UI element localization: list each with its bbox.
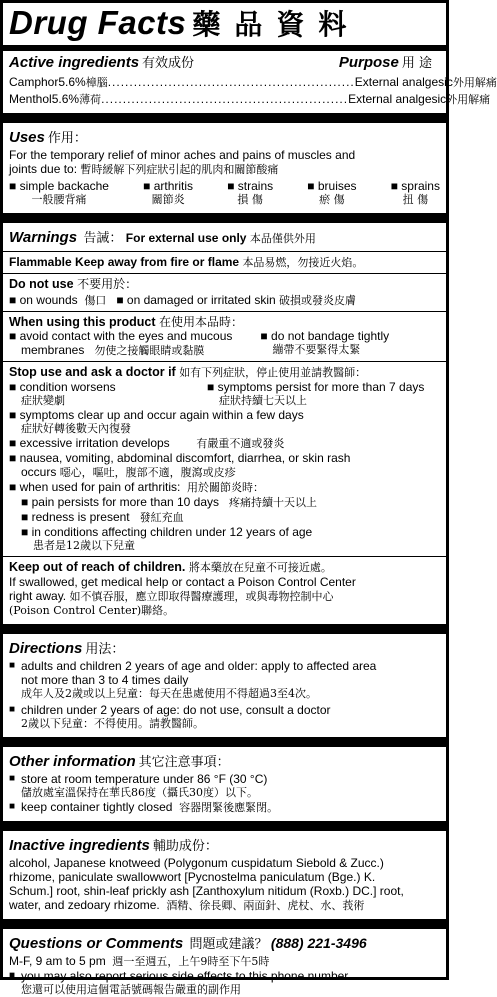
ingredient-name: Camphor [9, 75, 59, 89]
ingredient-purpose-zh: 外用解痛 [446, 93, 491, 106]
divider [3, 737, 446, 747]
list-item: ■ strains 損 傷 [227, 179, 274, 206]
uses-text-2-en: joints due to: [9, 162, 78, 176]
purpose-heading: Purpose [338, 54, 399, 71]
divider [3, 556, 446, 557]
ingredient-percent: 5.6% [51, 92, 80, 106]
list-item-zh: 患者是12歲以下兒童 [33, 539, 135, 552]
keep-out-heading: Keep out of reach of children. 將本藥放在兒童不可接近處。 [9, 560, 332, 574]
divider [3, 361, 446, 362]
keep-out-text-3: (Poison Control Center)聯絡。 [9, 604, 175, 617]
active-ingredients-header [9, 54, 440, 73]
ingredient-name-zh: 樟腦 [85, 76, 108, 89]
divider [3, 251, 446, 252]
uses-text-2 [9, 162, 440, 177]
purpose-heading-zh: 用 途 [401, 56, 432, 71]
divider [3, 113, 446, 123]
uses-heading-en: Uses [9, 129, 45, 146]
stop-use-row: ■ condition worsens 症狀變劇 ■ symptoms persist for more than 7 days 症狀持續七天以上 [9, 380, 425, 407]
inactive-heading: Inactive ingredients 輔助成份： [9, 837, 218, 854]
list-item: ■ symptoms clear up and occur again within a few days [9, 408, 304, 422]
divider [3, 821, 446, 831]
when-using-heading: When using this product 在使用本品時： [9, 315, 244, 329]
active-heading: Active ingredients [9, 54, 140, 71]
hours: M-F, 9 am to 5 pm 週一至週五，上午9時至下午5時 [9, 954, 270, 968]
list-item: ■ simple backache 一般腰背痛 [9, 179, 109, 206]
ingredient-row [9, 75, 497, 90]
divider [3, 919, 446, 929]
uses-text-2-zh: 暫時緩解下列症狀引起的肌肉和關節酸痛 [80, 163, 279, 176]
list-item-zh: 症狀好轉後數天內復發 [21, 422, 131, 435]
list-item-cont: occurs 噁心，嘔吐，腹部不適，腹瀉或皮疹 [21, 465, 236, 479]
warnings-heading-en: Warnings [9, 229, 78, 246]
list-item: ■ store at room temperature under 86 °F (30 °C) 儲放處室溫保持在華氏86度（攝氏30度）以下。 [9, 772, 268, 799]
directions-heading: Directions 用法： [9, 640, 125, 657]
ingredient-purpose: External analgesic [354, 75, 453, 89]
list-item: ■ bruises 瘀 傷 [307, 179, 357, 206]
list-item: ■ you may also report serious side effects to this phone number. 您還可以使用這個電話號碼報告嚴重的副作用 [9, 969, 351, 996]
uses-list [9, 179, 440, 207]
stop-use-heading: Stop use and ask a doctor if 如有下列症狀，停止使用並請教醫師： [9, 365, 367, 379]
uses-heading [9, 129, 440, 148]
list-item: ■ keep container tightly closed 容器閉緊後應緊閉。 [9, 800, 279, 814]
divider [3, 624, 446, 634]
list-item: ■ pain persists for more than 10 days 疼痛持續十天以上 [21, 495, 318, 509]
ingredient-percent: 5.6% [58, 75, 86, 89]
list-item: ■ arthritis 關節炎 [143, 179, 194, 206]
list-item: ■ when used for pain of arthritis: 用於關節炎時： [9, 480, 265, 494]
uses-heading-zh: 作用： [47, 131, 87, 146]
divider [3, 273, 446, 274]
inactive-text: water, and zedoary rhizome. 酒精、徐長卿、兩面針、虎杖、水、莪術 [9, 898, 365, 912]
questions-heading: Questions or Comments 問題或建議？ (888) 221-3496 [9, 935, 367, 952]
uses-text: For the temporary relief of minor aches and pains of muscles and [9, 148, 356, 162]
warnings-heading [9, 229, 440, 248]
ingredient-row [9, 92, 491, 107]
list-item: ■ excessive irritation develops 有嚴重不適或發炎 [9, 436, 285, 450]
list-item: ■ children under 2 years of age: do not use, consult a doctor 2歲以下兒童：不得使用。請教醫師。 [9, 703, 331, 730]
title-zh: 藥品資料 [192, 8, 361, 41]
list-item: ■ redness is present 發紅充血 [21, 510, 184, 524]
divider [3, 45, 446, 51]
do-not-use-list: ■ on wounds 傷口 ■ on damaged or irritated skin 破損或發炎皮膚 [9, 293, 356, 307]
warnings-heading-zh: 告誡： [83, 231, 123, 246]
ingredient-name-zh: 薄荷 [79, 93, 102, 106]
leader-dots: ......................................................... [101, 92, 349, 106]
keep-out-text-2: right away. 如不慎吞服，應立即取得醫療護理，或與毒物控制中心 [9, 589, 334, 603]
inactive-text: rhizome, paniculate swallowwort [Pycnostelma paniculatum (Bge.) K. [9, 870, 376, 884]
do-not-use-heading: Do not use 不要用於： [9, 277, 138, 291]
active-heading-zh: 有效成份 [142, 56, 195, 71]
ingredient-purpose: External analgesic [348, 92, 447, 106]
list-item: ■ nausea, vomiting, abdominal discomfort, diarrhea, or skin rash [9, 451, 351, 465]
inactive-text: alcohol, Japanese knotweed (Polygonum cuspidatum Siebold & Zucc.) [9, 856, 384, 870]
external-use-warning: For external use only [125, 231, 247, 245]
phone-number: (888) 221-3496 [270, 935, 367, 951]
other-info-heading: Other information 其它注意事項： [9, 753, 230, 770]
page-title [9, 5, 440, 43]
divider [3, 311, 446, 312]
title-en: Drug Facts [9, 4, 187, 41]
flammable-warning: Flammable Keep away from fire or flame 本品易燃，勿接近火焰。 [9, 255, 364, 269]
external-use-warning-zh: 本品僅供外用 [249, 232, 316, 245]
ingredient-purpose-zh: 外用解痛 [452, 76, 497, 89]
divider [3, 213, 446, 223]
keep-out-text: If swallowed, get medical help or contact a Poison Control Center [9, 575, 356, 589]
leader-dots: ......................................................... [107, 75, 355, 89]
list-item: ■ sprains 扭 傷 [390, 179, 440, 206]
list-item: ■ adults and children 2 years of age and older: apply to affected area not more than 3 to 4 times daily 成年人及2歲或以上兒童：每天在患處使用不得超過3至4次。 [9, 659, 377, 700]
when-using-list: ■ avoid contact with the eyes and mucous membranes 勿使之接觸眼睛或黏膜 ■ do not bandage tightly 繃帶不要緊得太緊 [9, 329, 390, 357]
ingredient-name: Menthol [9, 92, 52, 106]
list-item: ■ in conditions affecting children under 12 years of age [21, 525, 313, 539]
inactive-text: Schum.] root, shin-leaf prickly ash [Zanthoxylum nitidum (Roxb.) DC.] root, [9, 884, 404, 898]
